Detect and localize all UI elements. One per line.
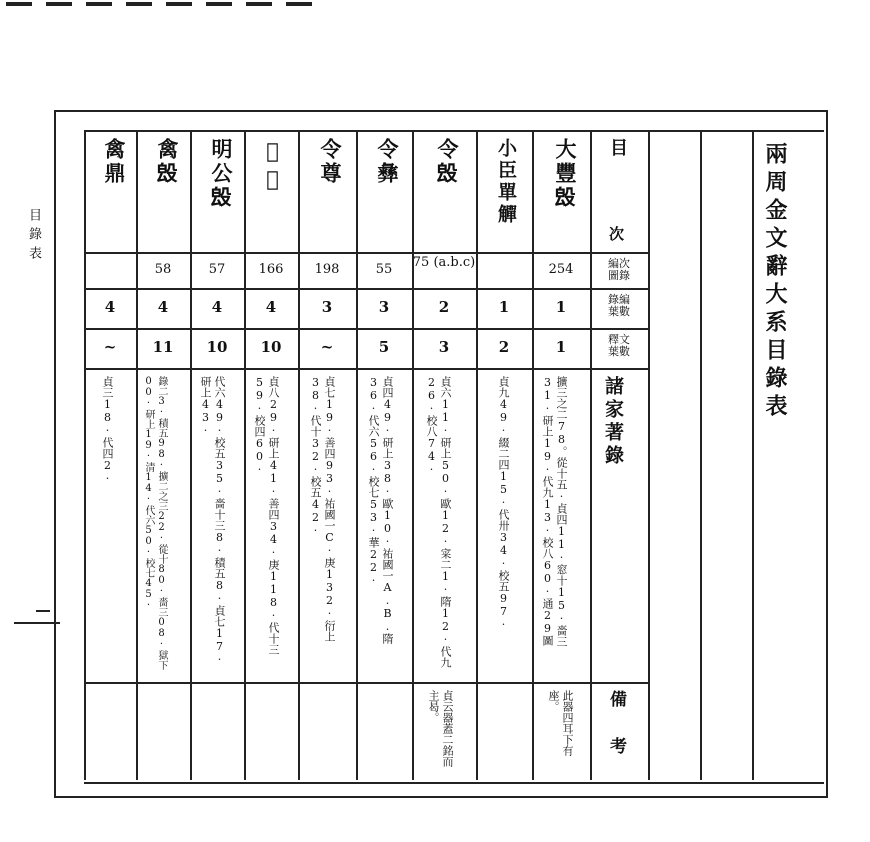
vessel-name: 大豐𣪕: [553, 138, 578, 210]
plate-number: 198: [314, 262, 340, 277]
catalog-notes: 貞四49·研上38·歐10·祐國一A.B.隋36·代六56·校七53·華22·: [367, 376, 394, 644]
catalog-notes: 貞六11·研上50·歐12·寀二1·隋12·代九26·校八74·: [425, 376, 452, 668]
vessel-name: 明公𣪕: [209, 138, 234, 210]
record-leaf: 1: [498, 298, 510, 316]
vessel-name: 令尊: [318, 138, 343, 186]
top-dash: [46, 2, 72, 6]
top-dash-row: [6, 2, 312, 6]
row-rule: [84, 288, 648, 290]
explain-leaf: 3: [438, 338, 450, 356]
explain-leaf: 11: [152, 338, 174, 356]
top-dash: [6, 2, 32, 6]
page-mark: [36, 610, 50, 612]
catalog-notes: 貞九49·綴二四15·代卅34·校五97·: [497, 376, 510, 631]
table-body: [84, 130, 824, 784]
record-leaf: 3: [321, 298, 333, 316]
record-leaf: 4: [265, 298, 277, 316]
vessel-name: 𡧊卣: [260, 138, 285, 194]
top-dash: [206, 2, 232, 6]
explain-leaf: 1: [555, 338, 567, 356]
header-record: 錄編 葉數: [608, 293, 630, 318]
vessel-name: 令彝: [375, 138, 400, 186]
vessel-name: 小臣單觶: [495, 138, 517, 226]
page-title: 兩周金文辭大系目錄表: [762, 142, 788, 422]
plate-number: 75 (a.b.c): [412, 255, 476, 270]
row-rule: [84, 328, 648, 330]
catalog-notes: 代六49·校五35·嗇十三8·積五8·貞七17·研上43·: [199, 376, 226, 666]
catalog-notes: 貞三18·代四2·: [101, 376, 114, 485]
catalog-notes: 錄二3·積五98·擴二之三22·從十80·嗇三08·獄下00·研上19·清14·代六50·校七45·: [143, 376, 167, 670]
explain-leaf: 10: [260, 338, 282, 356]
vessel-name: 禽鼎: [102, 138, 127, 186]
col-rule: [700, 130, 702, 780]
top-dash: [86, 2, 112, 6]
explain-leaf: 10: [206, 338, 228, 356]
header-remarks: 備考: [606, 690, 626, 784]
top-dash: [166, 2, 192, 6]
explain-leaf: 5: [378, 338, 390, 356]
record-leaf: 4: [157, 298, 169, 316]
row-rule: [84, 682, 648, 684]
catalog-notes: 貞八29·研上41·善四34·庚118·代十三59·校四60·: [253, 376, 280, 655]
top-dash: [246, 2, 272, 6]
margin-label: 目錄表: [26, 208, 41, 265]
header-plate: 編次 圖錄: [608, 257, 630, 282]
remark-text: 貞云器蓋二銘而主曷。: [427, 690, 454, 767]
record-leaf: 4: [211, 298, 223, 316]
explain-leaf: ~: [103, 338, 117, 356]
top-dash: [126, 2, 152, 6]
header-catalogs: 諸家著錄: [602, 376, 624, 468]
col-rule: [648, 130, 650, 780]
col-rule: [752, 130, 754, 780]
plate-number: 58: [154, 262, 172, 277]
row-rule: [84, 368, 648, 370]
catalog-notes: 擴三之二78。從十五·貞四11·窓十15·嗇三31·研上19·代九13·校八60·通29圖: [541, 376, 568, 647]
explain-leaf: 2: [498, 338, 510, 356]
catalog-notes: 貞七19·善四93·祐國一C·庚132·衍上38·代十32·校五42·: [309, 376, 336, 642]
row-rule: [84, 252, 648, 254]
header-item: 目: [607, 138, 628, 159]
record-leaf: 2: [438, 298, 450, 316]
top-dash: [286, 2, 312, 6]
record-leaf: 4: [104, 298, 116, 316]
vessel-name: 令𣪕: [435, 138, 460, 186]
remark-text: 此器四耳下有座。: [547, 690, 574, 756]
plate-number: 166: [258, 262, 284, 277]
record-leaf: 1: [555, 298, 567, 316]
header-item-sub: 次: [607, 226, 625, 241]
plate-number: 254: [548, 262, 574, 277]
vessel-name: 禽𣪕: [155, 138, 180, 186]
record-leaf: 3: [378, 298, 390, 316]
plate-number: 57: [208, 262, 226, 277]
plate-number: 55: [375, 262, 393, 277]
header-explain: 釋文 葉數: [608, 333, 630, 358]
explain-leaf: ~: [320, 338, 334, 356]
